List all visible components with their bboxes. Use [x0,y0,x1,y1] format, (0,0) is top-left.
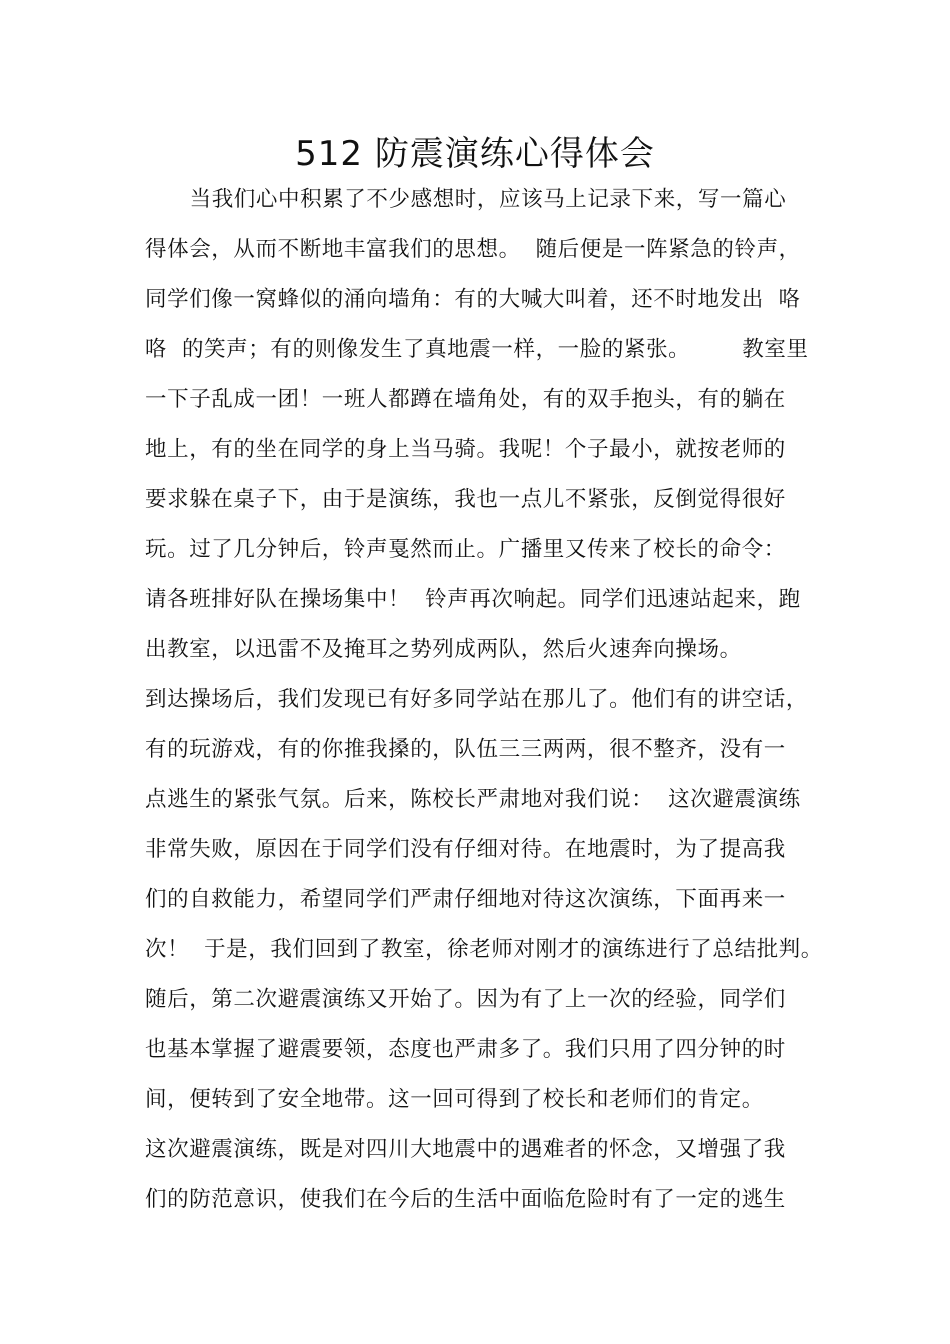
text-line: 点逃生的紧张气氛。后来，陈校长严肃地对我们说： 这次避震演练 [145,787,801,812]
page-title: 512 防震演练心得体会 [295,134,655,174]
body-text [145,175,825,1225]
text-line: 玩。过了几分钟后，铃声戛然而止。广播里又传来了校长的命令： [145,537,786,562]
text-line: 也基本掌握了避震要领，态度也严肃多了。我们只用了四分钟的时 [145,1037,786,1062]
text-line: 非常失败，原因在于同学们没有仔细对待。在地震时，为了提高我 [145,837,786,862]
text-line: 次！ 于是，我们回到了教室，徐老师对刚才的演练进行了总结批判。 [145,937,823,962]
text-line: 要求躲在桌子下，由于是演练，我也一点儿不紧张，反倒觉得很好 [145,487,786,512]
text-line: 请各班排好队在操场集中！ 铃声再次响起。同学们迅速站起来，跑 [145,587,801,612]
text-line: 当我们心中积累了不少感想时，应该马上记录下来，写一篇心 [145,187,787,212]
text-line: 间，便转到了安全地带。这一回可得到了校长和老师们的肯定。 [145,1087,764,1112]
text-line: 到达操场后，我们发现已有好多同学站在那儿了。他们有的讲空话， [145,687,809,712]
text-line: 出教室，以迅雷不及掩耳之势列成两队，然后火速奔向操场。 [145,637,742,662]
text-line: 们的自救能力，希望同学们严肃仔细地对待这次演练，下面再来一 [145,887,786,912]
text-line: 有的玩游戏，有的你推我搡的，队伍三三两两，很不整齐，没有一 [145,737,786,762]
text-line: 咯 的笑声；有的则像发生了真地震一样，一脸的紧张。 教室里 [145,337,809,362]
text-line: 们的防范意识，使我们在今后的生活中面临危险时有了一定的逃生 [145,1187,786,1212]
text-line: 随后，第二次避震演练又开始了。因为有了上一次的经验，同学们 [145,987,786,1012]
text-line: 得体会，从而不断地丰富我们的思想。 随后便是一阵紧急的铃声， [145,237,801,262]
text-line: 这次避震演练，既是对四川大地震中的遇难者的怀念，又增强了我 [145,1137,786,1162]
text-line: 同学们像一窝蜂似的涌向墙角：有的大喊大叫着，还不时地发出 咯 [145,287,801,312]
text-line: 一下子乱成一团！一班人都蹲在墙角处，有的双手抱头，有的躺在 [145,387,786,412]
text-line: 地上，有的坐在同学的身上当马骑。我呢！个子最小，就按老师的 [145,437,786,462]
